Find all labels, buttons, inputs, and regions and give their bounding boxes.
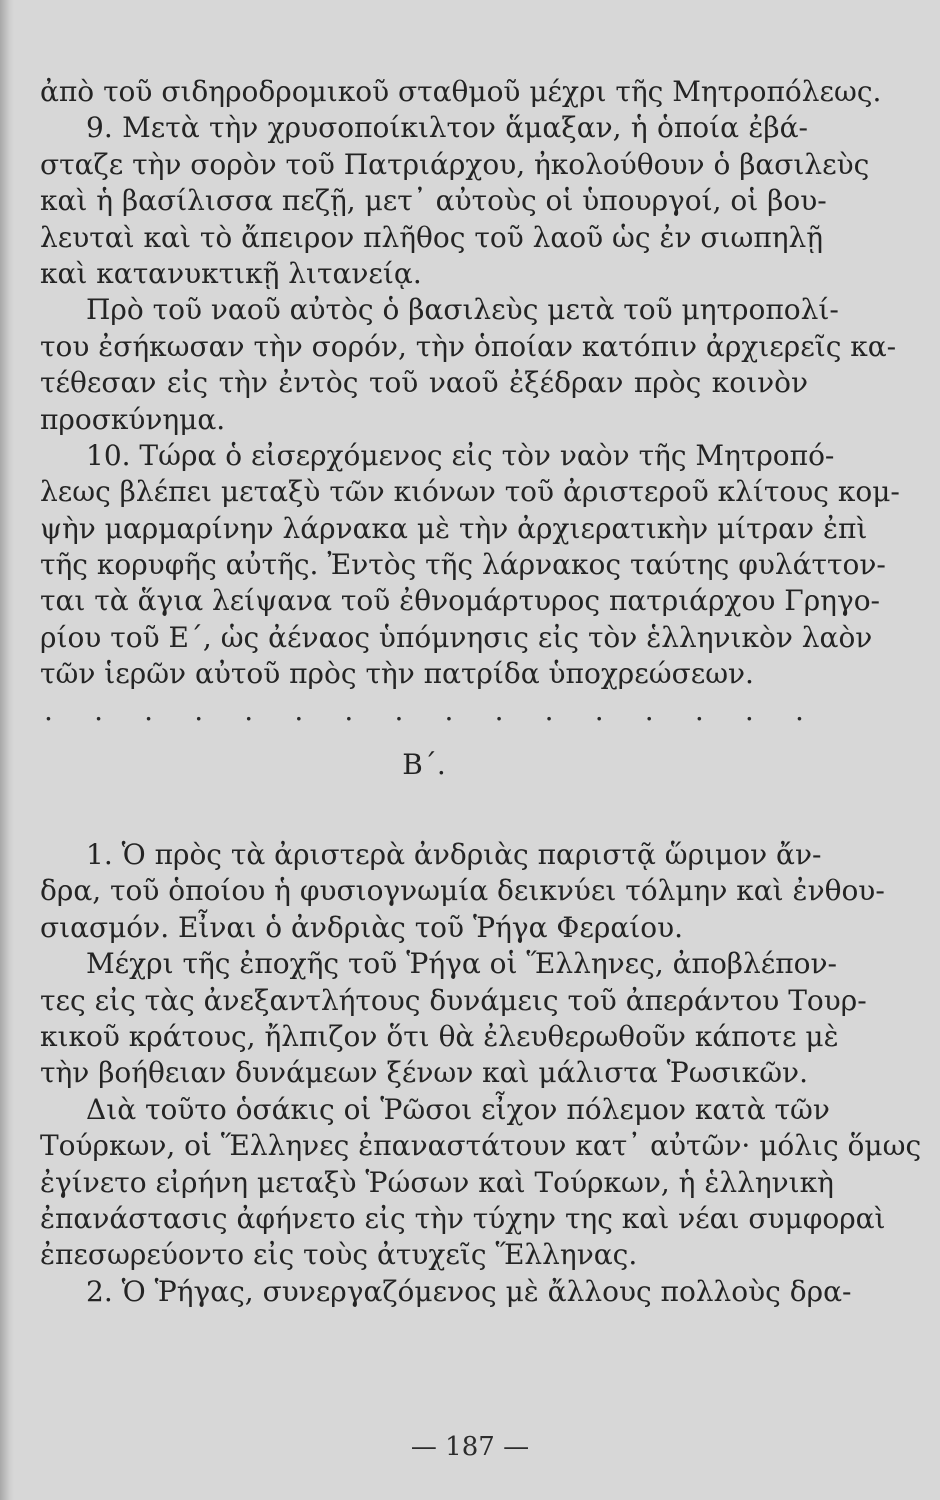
separator-dot: . [394, 693, 404, 727]
page-body-text [40, 74, 922, 1310]
text-line: Μέχρι τῆς ἐποχῆς τοῦ Ῥήγα οἱ Ἕλληνες, ἀποβλέπον- [86, 947, 837, 981]
separator-dot: . [294, 693, 304, 727]
text-line: ἐπεσωρεύοντο εἰς τοὺς ἀτυχεῖς Ἕλληνας. [40, 1238, 638, 1272]
text-line: τέθεσαν εἰς τὴν ἐντὸς τοῦ ναοῦ ἐξέδραν πρὸς κοινὸν [40, 366, 808, 400]
separator-dot: . [744, 693, 754, 727]
page-number: — 187 — [410, 1432, 530, 1462]
separator-dot: . [194, 693, 204, 727]
text-line: σιασμόν. Εἶναι ὁ ἀνδριὰς τοῦ Ῥήγα Φεραίου. [40, 910, 683, 944]
text-line: 2. Ὁ Ῥήγας, συνεργαζόμενος μὲ ἄλλους πολλοὺς δρα- [86, 1274, 852, 1308]
text-line: 9. Μετὰ τὴν χρυσοποίκιλτον ἅμαξαν, ἡ ὁποία ἐβά- [86, 111, 808, 145]
text-line: λεως βλέπει μεταξὺ τῶν κιόνων τοῦ ἀριστεροῦ κλίτους κομ- [40, 475, 900, 509]
separator-dot: . [444, 693, 454, 727]
separator-dot: . [244, 693, 254, 727]
text-line: καὶ κατανυκτικῇ λιτανείᾳ. [40, 256, 422, 290]
separator-dot: . [494, 693, 504, 727]
text-line: 10. Τώρα ὁ εἰσερχόμενος εἰς τὸν ναὸν τῆς Μητροπό- [86, 438, 835, 472]
text-line: ψὴν μαρμαρίνην λάρνακα μὲ τὴν ἀρχιερατικὴν μίτραν ἐπὶ [40, 511, 868, 545]
text-line: ἀπὸ τοῦ σιδηροδρομικοῦ σταθμοῦ μέχρι τῆς Μητροπόλεως. [40, 75, 882, 108]
separator-dot: . [544, 693, 554, 727]
text-line: Τούρκων, οἱ Ἕλληνες ἐπαναστάτουν κατ᾽ αὐτῶν· μόλις ὅμως [40, 1129, 922, 1163]
text-line: τῶν ἱερῶν αὐτοῦ πρὸς τὴν πατρίδα ὑποχρεώσεων. [40, 657, 754, 691]
text-line: καὶ ἡ βασίλισσα πεζῇ, μετ᾽ αὐτοὺς οἱ ὑπουργοί, οἱ βου- [40, 184, 827, 218]
separator-dot: . [44, 693, 53, 727]
text-line: τὴν βοήθειαν δυνάμεων ξένων καὶ μάλιστα Ῥωσικῶν. [40, 1056, 808, 1090]
separator-dot: . [344, 693, 354, 727]
separator-dot: . [694, 693, 704, 727]
text-line: Πρὸ τοῦ ναοῦ αὐτὸς ὁ βασιλεὺς μετὰ τοῦ μητροπολί- [86, 293, 839, 327]
binding-shadow [0, 0, 14, 1500]
separator-dot: . [644, 693, 654, 727]
spacer [40, 801, 808, 837]
dotted-separator [40, 693, 808, 729]
text-line: 1. Ὁ πρὸς τὰ ἀριστερὰ ἀνδριὰς παριστᾷ ὥριμον ἄν- [86, 838, 822, 872]
text-line: τῆς κορυφῆς αὐτῆς. Ἐντὸς τῆς λάρνακος ταύτης φυλάττον- [40, 548, 886, 582]
separator-dot: . [794, 693, 804, 727]
text-line: ρίου τοῦ Ε΄, ὡς ἀέναος ὑπόμνησις εἰς τὸν ἑλληνικὸν λαὸν [40, 620, 873, 654]
section-heading: Β΄. [402, 748, 446, 782]
text-line: σταζε τὴν σορὸν τοῦ Πατριάρχου, ἠκολούθουν ὁ βασιλεὺς [40, 147, 870, 181]
separator-dot: . [144, 693, 154, 727]
text-line: Διὰ τοῦτο ὁσάκις οἱ Ῥῶσοι εἶχον πόλεμον κατὰ τῶν [86, 1092, 830, 1126]
text-line: δρα, τοῦ ὁποίου ἡ φυσιογνωμία δεικνύει τόλμην καὶ ἐνθου- [40, 874, 885, 908]
text-line: κικοῦ κράτους, ἤλπιζον ὅτι θὰ ἐλευθερωθοῦν κάποτε μὲ [40, 1019, 839, 1053]
text-line: ἐπανάστασις ἀφήνετο εἰς τὴν τύχην της καὶ νέαι συμφοραὶ [40, 1201, 886, 1235]
text-line: λευταὶ καὶ τὸ ἄπειρον πλῆθος τοῦ λαοῦ ὡς ἐν σιωπηλῇ [40, 220, 824, 254]
separator-dot: . [594, 693, 604, 727]
text-line: ἐγίνετο εἰρήνη μεταξὺ Ῥώσων καὶ Τούρκων, ἡ ἑλληνικὴ [40, 1165, 834, 1199]
text-line: ται τὰ ἅγια λείψανα τοῦ ἐθνομάρτυρος πατριάρχου Γρηγο- [40, 584, 881, 618]
text-line: προσκύνημα. [40, 402, 226, 436]
text-line: τες εἰς τὰς ἀνεξαντλήτους δυνάμεις τοῦ ἀπεράντου Τουρ- [40, 983, 867, 1017]
separator-dot: . [94, 693, 103, 727]
text-line: του ἐσήκωσαν τὴν σορόν, τὴν ὁποίαν κατόπιν ἀρχιερεῖς κα- [40, 329, 897, 363]
